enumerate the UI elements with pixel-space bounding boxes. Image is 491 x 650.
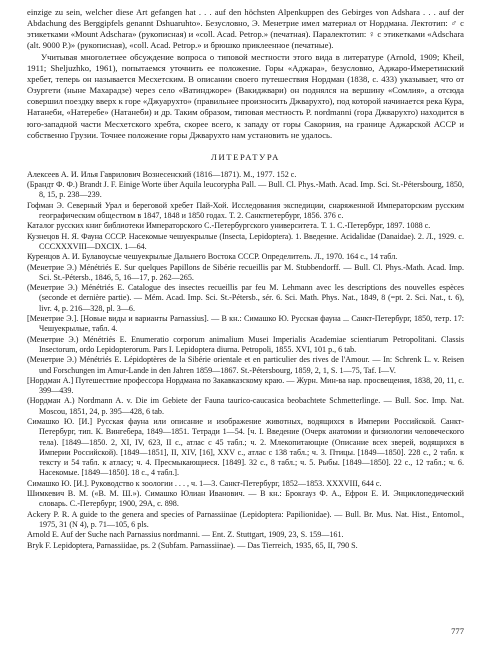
reference-entry: Кузнецов Н. Я. Фауна СССР. Насекомые чешуекрылые (Insecta, Lepidoptera). 1. Введение. Acidalidae (Danaidae). 2. Л., 1929. с. CCCXXXVIII—DXCIX. 1—64. xyxy=(27,231,464,251)
body-paragraph: Учитывая многолетнее обсуждение вопроса о типовой местности этого вида в литературе (Arnold, 1909; Kheil, 1911; Sheljuzhko, 1961), попытаемся уточнить ее положение. Горы «Аджара», безусловно, Аджаро-Имеретинский хребет, теперь он называется Месхетским. В описании своего путешествия Нордман (1838, с. 433) указывает, что от Озургети (ныне Махарадзе) через село «Ватинджоре» (Вакиджвари) он поднялся на вершину «Сомлия», а отсюда совершил поездку вверх к горе «Джуарухто» (правильнее произносить Джварухто), под которой начинается река Кура, Натанеби, «Натеребе» (Натанеби) и др. Таким образом, типовая местность P. nordmanni (гора Джварухто) находится в юго-западной части Месхетского хребта, скорее всего, к западу от горы Сакорния, на границе Аджарской АССР и собственно Грузии. Точнее положение горы Джварухто нам установить не удалось. xyxy=(27,51,464,140)
reference-entry: [Нордман А.] Путешествие профессора Нордмана по Закавказскому краю. — Журн. Мин-ва нар. просвещения, 1838, 20, 11, с. 399—439. xyxy=(27,375,464,396)
reference-entry: [Менетрие Э.]. [Новые виды и варианты Parnassius]. — В кн.: Симашко Ю. Русская фауна ... Санкт-Петербург, 1850, тетр. 17: Чешуекрылые, табл. 4. xyxy=(27,314,464,334)
reference-entry: Arnold E. Auf der Suche nach Parnassius nordmanni. — Ent. Z. Stuttgart, 1909, 23, S. 159—161. xyxy=(27,530,344,540)
references-list xyxy=(27,170,464,551)
reference-entry: (Нордман А.) Nordmann A. v. Die im Gebiete der Fauna taurico-caucasica beobachtete Schmetterlinge. — Bull. Soc. Imp. Nat. Moscou, 1851, 24, p. 395—428, 6 tab. xyxy=(27,396,464,416)
references-heading: ЛИТЕРАТУРА xyxy=(211,151,280,162)
reference-entry: (Брандт Ф. Ф.) Brandt J. F. Einige Worte über Aquila leucorypha Pall. — Bull. Cl. Phys.-Math. Acad. Imp. Sci. St.-Pétersbourg, 1850, 8, 15, p. 238—239. xyxy=(27,180,464,200)
reference-entry: Симашко Ю. [И.] Русская фауна или описание и изображение животных, водящихся в Империи Российской. Санкт-Петербург, тип. К. Вингебера, 1849—1851. Тетради 1—54. [ч. I. Введение (Очерк анатомии и физиологии человеческого тела). [1849—1850. 2, XI, IV, 623, II с., атлас с 45 табл.; ч. 2. Млекопитающие (Описание всех зверей, водящихся в Империи Российской). [1849—1851], II, XIV, [16], XXV с., атлас с 138 табл.; ч. 3. Птицы. [1849—1850]. 228 с., 2 табл. к тексту и 54 табл. к атласу; ч. 4. Пресмыкающиеся. [1849]. 32 с., 8 табл.; ч. 5. Рыбы. [1849—1850]. 22 с., 12 табл.; ч. 6. Насекомые. [1849—1850]. 18 с., 4 табл.]. xyxy=(27,417,464,478)
reference-entry: (Менетрие Э.) Ménétriés E. Sur quelques Papillons de Sibérie recueillis par M. Stubbendorff. — Bull. Cl. Phys.-Math. Acad. Imp. Sci. St.-Pétersb., 1846, 5, 16—17, p. 262—265. xyxy=(27,262,464,282)
page-number: 777 xyxy=(451,626,464,636)
reference-entry: (Менетрие Э.) Ménétriés E. Lépidoptères de la Sibérie orientale et en particulier des rives de l'Amour. — In: Schrenk L. v. Reisen und Forschungen im Amur-Lande in den Jahren 1859—1867. St.-Pétersbourg, 1859, 2, 1, S. 1—75, Taf. I—V. xyxy=(27,355,464,375)
reference-entry: (Менетрие Э.) Ménétriés E. Enumeratio corporum animalium Musei Imperialis Academiae scientiarum Petropolitani. Classis Insectorum, ordo Lepidopterorum. Pars I. Lepidoptera diurna. Petropoli, 1855. XVI, 101 p., 6 tab. xyxy=(27,334,464,354)
reference-entry: Куренцов А. И. Булавоусые чешуекрылые Дальнего Востока СССР. Определитель. Л., 1970. 164 с., 14 табл. xyxy=(27,252,398,262)
reference-entry: (Менетрие Э.) Ménétriés E. Catalogue des insectes recueillis par feu M. Lehmann avec les descriptions des nouvelles espèces (seconde et dernière partie). — Mém. Acad. Imp. Sci. St.-Pétersb., sér. 6. Sci. Math. Phys. Nat., 1849, 8 (=pt. 2. Sci. Nat., t. 6), livr. 4, p. 216—328, pl. 3—6. xyxy=(27,283,464,313)
reference-entry: Алексеев А. И. Илья Гаврилович Вознесенский (1816—1871). М., 1977. 152 с. xyxy=(27,169,297,179)
reference-entry: Симашко Ю. [И.]. Руководство к зоологии . . . , ч. 1—3. Санкт-Петербург, 1852—1853. XXXVIII, 644 с. xyxy=(27,478,382,488)
reference-entry: Каталог русских книг библиотеки Императорского С.-Петербургского университета. Т. 1. С.-Петербург, 1897. 1088 с. xyxy=(27,221,431,231)
reference-entry: Шимкевич В. М. («В. М. Ш.»). Симашко Юлиан Иванович. — В кн.: Брокгауз Ф. А., Ефрон Е. И. Энциклопедический словарь. С.-Петербург, 1900, 29А, с. 898. xyxy=(27,489,464,509)
body-paragraph: einzige zu sein, welcher diese Art gefangen hat . . . auf den höchsten Alpenkuppen des Gebirges von Adshara . . . auf der Abdachung des Berggipfels genannt Dshuaruhto». Безусловно, Э. Менетрие имел материал от Нордмана. Лектотип: ♂ с этикетками «Mount Adschara» (рукописная) и «coll. Acad. Petrop.» (печатная). Паралектотип: ♀ с этикетками «Adschara (alt. 9000 P.)» (рукописная), «coll. Acad. Petrop.» и брюшко приклеенное (печатные). xyxy=(27,7,464,51)
reference-entry: Bryk F. Lepidoptera, Parnassiidae, ps. 2 (Subfam. Parnassiinae). — Das Tierreich, 1935, 65, II, 790 S. xyxy=(27,540,358,550)
reference-entry: Ackery P. R. A guide to the genera and species of Parnassiinae (Lepidoptera: Papilionidae). — Bull. Br. Mus. Nat. Hist., Entomol., 1975, 31 (N 4), p. 71—105, 6 pls. xyxy=(27,509,464,529)
reference-entry: Гофман Э. Северный Урал и береговой хребет Пай-Хой. Исследования экспедиции, снаряженной Императорским русским географическим обществом в 1847, 1848 и 1850 годах. Т. 2. Санктпетербург, 1856. 376 с. xyxy=(27,200,464,221)
